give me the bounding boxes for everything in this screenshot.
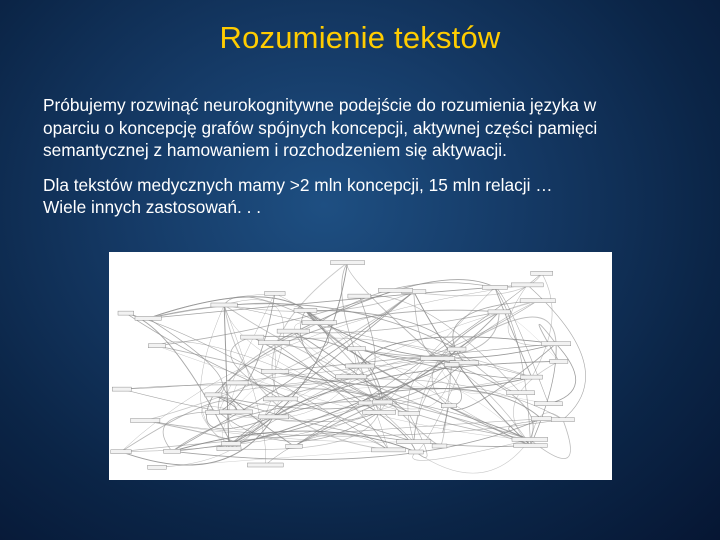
concept-graph-image <box>109 252 612 480</box>
graph-node <box>421 356 455 360</box>
graph-node <box>550 359 568 363</box>
graph-node <box>541 342 571 346</box>
graph-node <box>219 410 252 414</box>
graph-node <box>258 341 290 345</box>
text-line: Wiele innych zastosowań. . . <box>43 197 262 217</box>
graph-node <box>521 375 543 379</box>
graph-edge <box>457 349 521 393</box>
graph-node <box>371 448 405 452</box>
graph-edge <box>548 344 575 404</box>
graph-node <box>514 444 548 448</box>
graph-node <box>241 335 264 339</box>
paragraph-approach <box>43 94 693 162</box>
graph-node <box>448 347 466 351</box>
graph-node <box>512 437 548 441</box>
graph-node <box>534 402 562 406</box>
graph-node <box>205 393 222 397</box>
graph-node <box>331 261 365 265</box>
slide-title: Rozumienie tekstów <box>219 20 501 55</box>
graph-node <box>348 347 366 351</box>
graph-node <box>277 329 309 333</box>
graph-node <box>111 450 131 454</box>
graph-node <box>247 463 283 467</box>
graph-node <box>373 400 393 404</box>
graph-node <box>164 449 181 453</box>
graph-node <box>511 283 543 287</box>
paragraph-medical <box>43 174 693 219</box>
graph-edge <box>224 292 414 312</box>
graph-node <box>148 344 165 348</box>
text-line: Dla tekstów medycznych mamy >2 mln koncepcji, 15 mln relacji … <box>43 174 553 195</box>
graph-edge <box>157 343 275 468</box>
graph-node <box>362 410 395 414</box>
graph-node <box>551 418 574 422</box>
graph-node <box>378 288 412 292</box>
graph-node <box>226 381 248 385</box>
graph-node <box>348 294 371 298</box>
graph-node <box>217 447 241 451</box>
graph-node <box>286 444 303 448</box>
graph-edge <box>148 285 527 318</box>
concept-graph-drawing <box>109 252 612 480</box>
graph-node <box>112 387 131 391</box>
graph-node <box>135 316 161 320</box>
graph-node <box>398 411 419 415</box>
graph-node <box>531 417 551 421</box>
graph-node <box>265 291 286 295</box>
graph-node <box>441 404 456 408</box>
graph-node <box>148 465 167 469</box>
graph-node <box>397 440 431 444</box>
text-line: semantycznej z hamowaniem i rozchodzeniem się aktywacji. <box>43 140 507 160</box>
graph-node <box>409 450 424 454</box>
text-line: Próbujemy rozwinąć neurokognitywne podejście do rozumienia języka w <box>43 95 597 115</box>
graph-node <box>432 444 447 448</box>
graph-edge <box>126 313 231 444</box>
graph-node <box>131 419 160 423</box>
graph-node <box>222 442 241 446</box>
graph-edge <box>509 420 563 440</box>
graph-node <box>261 370 289 374</box>
graph-node <box>263 397 297 401</box>
graph-edge <box>443 406 449 432</box>
graph-node <box>118 311 134 315</box>
graph-node <box>294 308 317 312</box>
graph-edge <box>121 419 541 452</box>
graph-node <box>488 310 510 314</box>
text-line: oparciu o koncepcję grafów spójnych koncepcji, aktywnej części pamięci <box>43 117 598 138</box>
graph-node <box>531 271 553 275</box>
graph-node <box>482 285 507 289</box>
graph-node <box>345 364 374 368</box>
graph-node <box>520 299 555 303</box>
graph-node <box>302 321 337 325</box>
graph-node <box>211 303 237 307</box>
slide-body <box>43 94 693 231</box>
graph-node <box>336 375 367 379</box>
graph-node <box>507 391 535 395</box>
graph-node <box>258 415 289 419</box>
graph-node <box>444 363 459 367</box>
